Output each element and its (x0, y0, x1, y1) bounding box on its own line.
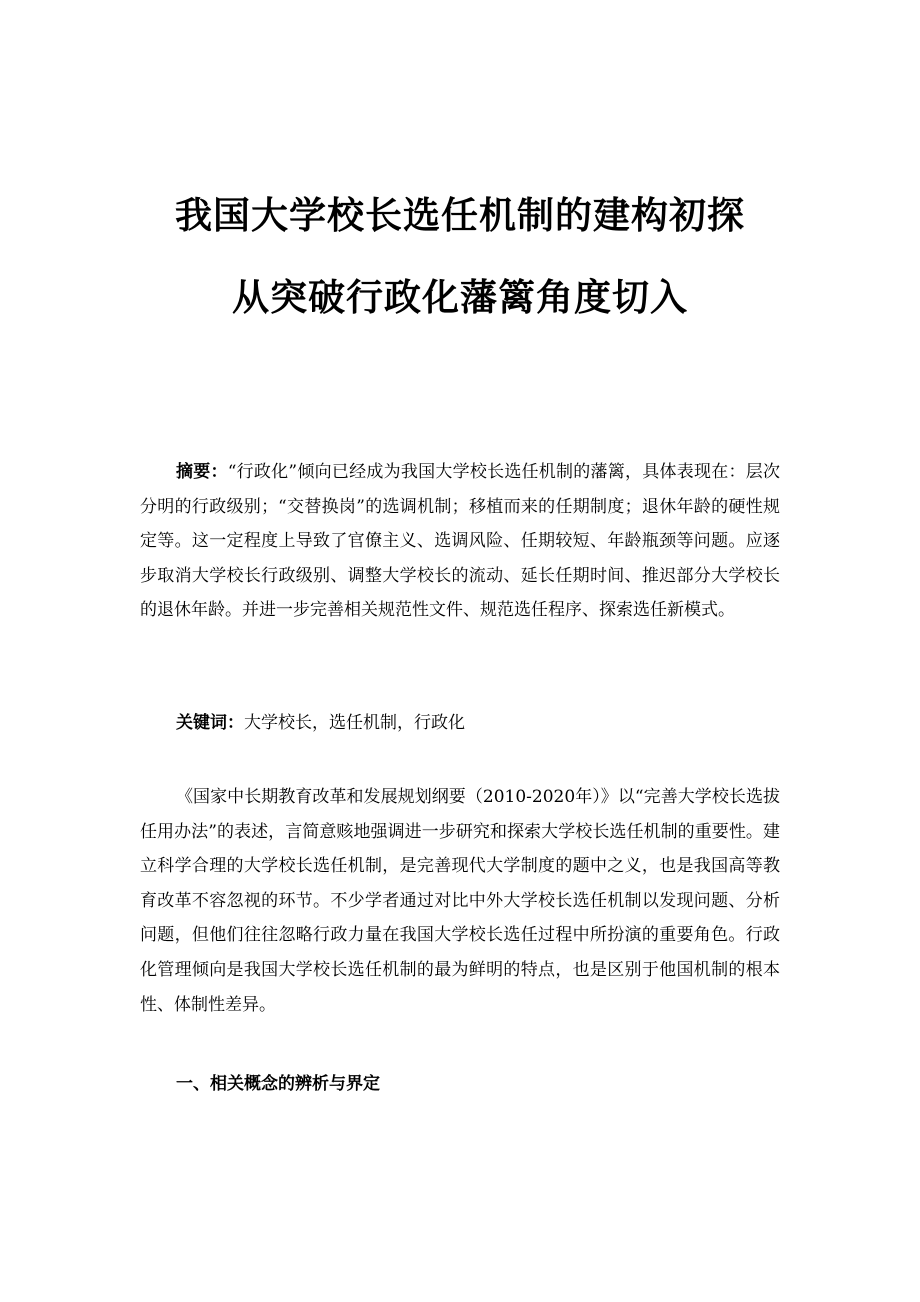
document-subtitle: 从突破行政化藩篱角度切入 (232, 276, 688, 319)
document-title: 我国大学校长选任机制的建构初探 (175, 194, 745, 237)
abstract-paragraph (140, 455, 780, 628)
section-heading: 一、相关概念的辨析与界定 (176, 1074, 380, 1094)
abstract-text: “行政化”倾向已经成为我国大学校长选任机制的藩篱，具体表现在：层次分明的行政级别；“交替换岗”的选调机制；移植而来的任期制度；退休年龄的硬性规定等。这一定程度上导致了官僚主义、选调风险、任期较短、年龄瓶颈等问题。应逐步取消大学校长行政级别、调整大学校长的流动、延长任期时间、推迟部分大学校长的退休年龄。并进一步完善相关规范性文件、规范选任程序、探索选任新模式。 (140, 462, 781, 621)
keywords-label: 关键词： (176, 713, 244, 733)
keywords-paragraph (140, 706, 780, 741)
abstract-label: 摘要： (176, 462, 228, 482)
body-paragraph: 《国家中长期教育改革和发展规划纲要（2010-2020年）》以“完善大学校长选拔任用办法”的表述，言简意赅地强调进一步研究和探索大学校长选任机制的重要性。建立科学合理的大学校长选任机制，是完善现代大学制度的题中之义，也是我国高等教育改革不容忽视的环节。不少学者通过对比中外大学校长选任机制以发现问题、分析问题，但他们往往忽略行政力量在我国大学校长选任过程中所扮演的重要角色。行政化管理倾向是我国大学校长选任机制的最为鲜明的特点，也是区别于他国机制的根本性、体制性差异。 (140, 787, 780, 1015)
keywords-text: 大学校长，选任机制，行政化 (244, 713, 465, 733)
